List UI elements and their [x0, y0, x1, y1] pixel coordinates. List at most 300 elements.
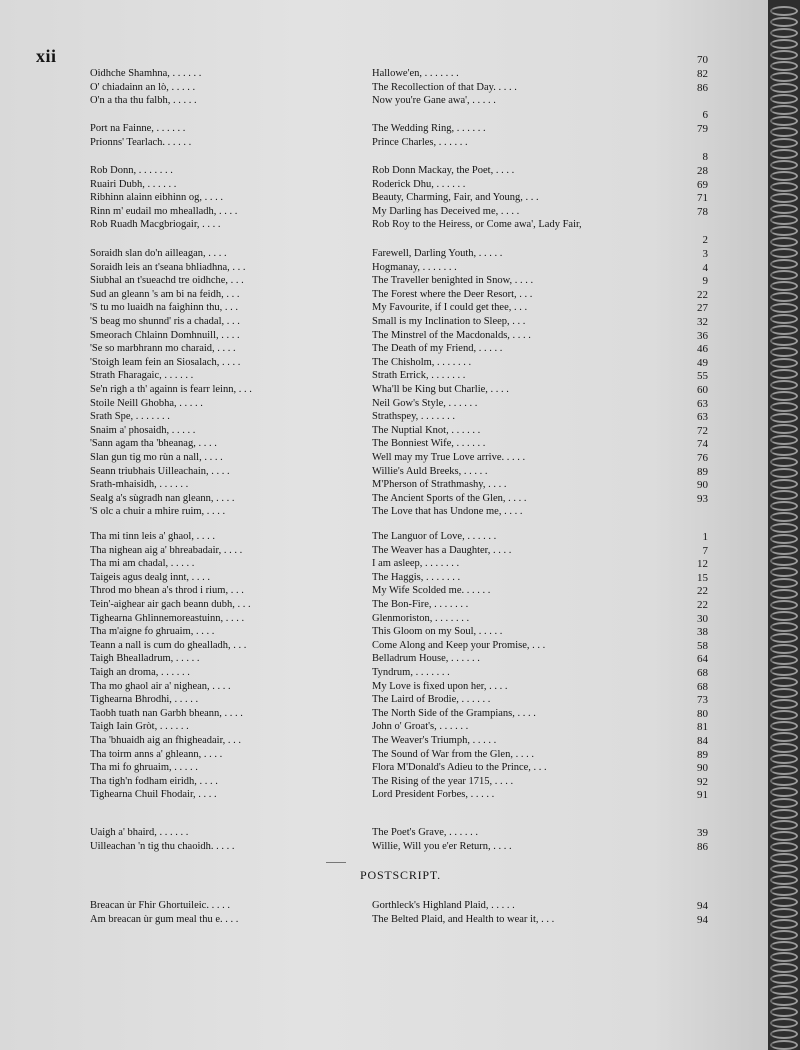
english-title: Flora M'Donald's Adieu to the Prince, . . . — [372, 762, 547, 774]
index-entry-row — [0, 122, 768, 136]
page-number: 7 — [702, 544, 708, 557]
english-title: Rob Donn Mackay, the Poet, . . . . — [372, 165, 515, 176]
gaelic-title: Tha nighean aig a' bhreabadair, . . . . — [90, 544, 243, 556]
spiral-coil — [770, 182, 798, 192]
english-title: Prince Charles, . . . . . . — [372, 136, 468, 148]
spiral-coil — [770, 534, 798, 544]
page-number: 86 — [697, 840, 708, 853]
page-number: 4 — [702, 261, 708, 274]
english-title: The Haggis, . . . . . . . — [372, 571, 461, 583]
page-number: 70 — [697, 54, 708, 66]
page-number: 2 — [702, 234, 708, 246]
gaelic-title: Tha toirm anns a' ghleann, . . . . — [90, 748, 223, 760]
english-title: The Poet's Grave, . . . . . . — [372, 827, 478, 838]
index-entry-row — [0, 666, 768, 680]
gaelic-title: Uaigh a' bhaird, . . . . . . — [90, 827, 189, 838]
gaelic-title: Port na Fainne, . . . . . . — [90, 123, 186, 134]
spiral-coil — [770, 83, 798, 93]
spiral-coil — [770, 149, 798, 159]
spiral-coil — [770, 820, 798, 830]
page-number: 46 — [697, 343, 708, 356]
gaelic-title: 'S beag mo shunnd' ris a chadal, . . . — [90, 316, 240, 327]
index-entry-row — [0, 437, 768, 451]
page-number: 72 — [697, 424, 708, 437]
page-number: 8 — [702, 151, 708, 163]
spiral-coil — [770, 886, 798, 896]
spiral-coil — [770, 237, 798, 247]
english-title: Well may my True Love arrive. . . . . — [372, 452, 526, 463]
gaelic-title: Tha mi am chadal, . . . . . — [90, 558, 195, 570]
spiral-coil — [770, 842, 798, 852]
index-entry-row — [0, 451, 768, 465]
english-title: Willie's Auld Breeks, . . . . . — [372, 465, 488, 477]
page-number: 80 — [697, 707, 708, 720]
gaelic-title: Slan gun tig mo rùn a nall, . . . . — [90, 452, 223, 463]
spiral-coil — [770, 402, 798, 412]
spiral-coil — [770, 171, 798, 181]
gaelic-title: Tha mo ghaol air a' nighean, . . . . — [90, 680, 231, 692]
english-title: Strath Errick, . . . . . . . — [372, 370, 466, 382]
english-title: The Minstrel of the Macdonalds, . . . . — [372, 329, 531, 341]
index-entry-row — [0, 693, 768, 707]
page-number: 28 — [697, 165, 708, 177]
page-folio: xii — [36, 46, 57, 66]
index-entry-row — [0, 274, 768, 288]
index-entry-row — [0, 612, 768, 626]
spiral-coil — [770, 677, 798, 687]
english-title: The Weaver's Triumph, . . . . . — [372, 735, 497, 746]
spiral-coil — [770, 6, 798, 16]
english-title: The Rising of the year 1715, . . . . — [372, 775, 514, 787]
index-entry-row — [0, 492, 768, 506]
page-number: 58 — [697, 639, 708, 652]
spiral-coil — [770, 116, 798, 126]
gaelic-title: Tha 'bhuaidh aig an fhigheadair, . . . — [90, 735, 242, 746]
page-number: 71 — [697, 192, 708, 205]
page-number: 84 — [697, 735, 708, 747]
index-entry-row — [0, 397, 768, 411]
english-title: Hallowe'en, . . . . . . . — [372, 68, 459, 79]
english-title: Farewell, Darling Youth, . . . . . — [372, 248, 503, 259]
gaelic-title: Se'n righ a th' againn is fearr leinn, . . . — [90, 384, 252, 395]
spiral-coil — [770, 127, 798, 137]
english-title: John o' Groat's, . . . . . . — [372, 721, 469, 733]
index-entry-row — [0, 478, 768, 492]
spiral-coil — [770, 600, 798, 610]
gaelic-title: Tha mi fo ghruaim, . . . . . — [90, 762, 198, 774]
index-entry-row — [0, 465, 768, 479]
spiral-coil — [770, 809, 798, 819]
lead-page-number-row — [0, 233, 768, 247]
page-number: 68 — [697, 680, 708, 693]
english-title: Belladrum House, . . . . . . — [372, 653, 480, 665]
spiral-coil — [770, 479, 798, 489]
spiral-coil — [770, 17, 798, 27]
index-entry-row — [0, 205, 768, 219]
gaelic-title: Tha mi tinn leis a' ghaol, . . . . — [90, 531, 215, 542]
page-number: 94 — [697, 900, 708, 912]
spiral-coil — [770, 897, 798, 907]
spiral-coil — [770, 666, 798, 676]
page-number: 39 — [697, 827, 708, 839]
index-entry-row — [0, 584, 768, 598]
english-title: The Belted Plaid, and Health to wear it, . . . — [372, 913, 555, 925]
index-entry-row — [0, 67, 768, 81]
gaelic-title: O'n a tha thu falbh, . . . . . — [90, 95, 197, 107]
gaelic-title: Seann triubhais Uilleachain, . . . . — [90, 465, 230, 477]
english-title: The North Side of the Grampians, . . . . — [372, 707, 536, 719]
spiral-coil — [770, 1018, 798, 1028]
index-entry-row — [0, 840, 768, 854]
spiral-coil — [770, 160, 798, 170]
index-entry-row — [0, 178, 768, 192]
spiral-coil — [770, 644, 798, 654]
index-entry-row — [0, 761, 768, 775]
index-entry-row — [0, 571, 768, 585]
spiral-coil — [770, 919, 798, 929]
spiral-coil — [770, 545, 798, 555]
index-entry-row — [0, 913, 768, 927]
spiral-coil — [770, 930, 798, 940]
index-entry-row — [0, 899, 768, 913]
spiral-coil — [770, 611, 798, 621]
postscript-heading: POSTSCRIPT. — [360, 868, 441, 882]
spiral-coil — [770, 622, 798, 632]
index-entry-row — [0, 191, 768, 205]
page-number: 12 — [697, 558, 708, 571]
page-number: 82 — [697, 68, 708, 80]
spiral-coil — [770, 446, 798, 456]
index-entry-row — [0, 315, 768, 329]
english-title: The Forest where the Deer Resort, . . . — [372, 288, 533, 300]
spiral-coil — [770, 853, 798, 863]
index-entry-row — [0, 288, 768, 302]
page-number: 79 — [697, 123, 708, 135]
index-entry-row — [0, 557, 768, 571]
index-entry-row — [0, 720, 768, 734]
spiral-coil — [770, 512, 798, 522]
spiral-coil — [770, 985, 798, 995]
page-number: 89 — [697, 748, 708, 761]
english-title: The Weaver has a Daughter, . . . . — [372, 544, 512, 556]
spiral-coil — [770, 292, 798, 302]
lead-page-number-row — [0, 108, 768, 122]
spiral-coil — [770, 105, 798, 115]
spiral-coil — [770, 336, 798, 346]
spiral-coil — [770, 941, 798, 951]
gaelic-title: Am breacan ùr gum meal thu e. . . . — [90, 913, 239, 925]
page-number: 73 — [697, 694, 708, 707]
gaelic-title: Tha m'aigne fo ghruaim, . . . . — [90, 626, 215, 638]
spiral-coil — [770, 589, 798, 599]
index-entry-row — [0, 625, 768, 639]
spiral-coil — [770, 347, 798, 357]
lead-page-number-row — [0, 53, 768, 67]
gaelic-title: Tha tigh'n fodham eiridh, . . . . — [90, 775, 218, 787]
english-title: M'Pherson of Strathmashy, . . . . — [372, 479, 507, 491]
page-number: 6 — [702, 109, 708, 121]
spiral-binding — [768, 0, 800, 1050]
page-number: 9 — [702, 275, 708, 288]
spiral-coil — [770, 963, 798, 973]
spiral-coil — [770, 864, 798, 874]
spiral-coil — [770, 765, 798, 775]
spiral-coil — [770, 974, 798, 984]
page-number: 55 — [697, 370, 708, 383]
english-title: The Traveller benighted in Snow, . . . . — [372, 275, 534, 287]
index-entry-row — [0, 369, 768, 383]
english-title: The Love that has Undone me, . . . . — [372, 506, 523, 518]
spiral-coil — [770, 952, 798, 962]
index-entry-row — [0, 598, 768, 612]
english-title: Now you're Gane awa', . . . . . — [372, 95, 496, 107]
index-entry-row — [0, 544, 768, 558]
index-entry-row — [0, 356, 768, 370]
gaelic-title: Ribhinn alainn eibhinn og, . . . . — [90, 192, 223, 204]
spiral-coil — [770, 875, 798, 885]
gaelic-title: Strath Fharagaic, . . . . . . — [90, 370, 194, 382]
english-title: The Ancient Sports of the Glen, . . . . — [372, 492, 527, 504]
lead-page-number-row — [0, 150, 768, 164]
page-number: 74 — [697, 438, 708, 451]
spiral-coil — [770, 699, 798, 709]
index-entry-row — [0, 680, 768, 694]
gaelic-title: Sealg a's sùgradh nan gleann, . . . . — [90, 492, 235, 504]
spiral-coil — [770, 193, 798, 203]
page-number: 60 — [697, 384, 708, 396]
spiral-coil — [770, 743, 798, 753]
page-number: 38 — [697, 626, 708, 639]
index-entry-row — [0, 707, 768, 721]
spiral-coil — [770, 754, 798, 764]
spiral-coil — [770, 270, 798, 280]
spiral-coil — [770, 94, 798, 104]
spiral-coil — [770, 61, 798, 71]
index-entry-row — [0, 81, 768, 95]
gaelic-title: Teann a nall is cum do ghealladh, . . . — [90, 639, 247, 651]
gaelic-title: 'Se so marbhrann mo charaid, . . . . — [90, 343, 236, 355]
spiral-coil — [770, 369, 798, 379]
gaelic-title: Rinn m' eudail mo mhealladh, . . . . — [90, 205, 238, 217]
english-title: Gorthleck's Highland Plaid, . . . . . — [372, 900, 515, 911]
gaelic-title: Taigeis agus dealg innt, . . . . — [90, 571, 210, 583]
page-number: 49 — [697, 356, 708, 369]
page-number: 1 — [702, 531, 708, 543]
english-title: Rob Roy to the Heiress, or Come awa', Lady Fair, — [372, 219, 582, 231]
gaelic-title: O' chiadainn an lò, . . . . . — [90, 81, 196, 93]
spiral-coil — [770, 259, 798, 269]
index-entry-row — [0, 788, 768, 802]
index-entry-row — [0, 530, 768, 544]
index-entry-row — [0, 734, 768, 748]
english-title: Small is my Inclination to Sleep, . . . — [372, 316, 526, 327]
gaelic-title: Breacan ùr Fhir Ghortuileic. . . . . — [90, 900, 230, 911]
page-number: 22 — [697, 599, 708, 611]
gaelic-title: 'S tu mo luaidh na faighinn thu, . . . — [90, 302, 239, 314]
spiral-coil — [770, 435, 798, 445]
english-title: Glenmoriston, . . . . . . . — [372, 612, 470, 624]
gaelic-title: Soraidh slan do'n ailleagan, . . . . — [90, 248, 227, 259]
english-title: The Recollection of that Day. . . . . — [372, 81, 517, 93]
index-entry-row — [0, 424, 768, 438]
english-title: The Chisholm, . . . . . . . — [372, 356, 472, 368]
spiral-coil — [770, 710, 798, 720]
english-title: The Nuptial Knot, . . . . . . — [372, 424, 481, 436]
index-entry-row — [0, 505, 768, 519]
gaelic-title: Tein'-aighear air gach beann dubh, . . . — [90, 599, 251, 610]
index-entry-row — [0, 136, 768, 150]
page-number: 27 — [697, 302, 708, 315]
page-number: 92 — [697, 775, 708, 788]
gaelic-title: Throd mo bhean a's throd i rium, . . . — [90, 585, 244, 597]
index-entry-row — [0, 775, 768, 789]
page-number: 36 — [697, 329, 708, 342]
page-number: 76 — [697, 452, 708, 464]
gaelic-title: Tighearna Chuil Fhodair, . . . . — [90, 789, 217, 801]
english-title: The Languor of Love, . . . . . . — [372, 531, 497, 542]
spiral-coil — [770, 226, 798, 236]
spiral-coil — [770, 1040, 798, 1050]
gaelic-title: 'Stoigh leam fein an Siosalach, . . . . — [90, 356, 241, 368]
gaelic-title: Prionns' Tearlach. . . . . . — [90, 136, 192, 148]
spiral-coil — [770, 523, 798, 533]
spiral-coil — [770, 556, 798, 566]
english-title: The Sound of War from the Glen, . . . . — [372, 748, 534, 760]
spiral-coil — [770, 204, 798, 214]
spiral-coil — [770, 39, 798, 49]
gaelic-title: Tighearna Ghlinnemoreastuinn, . . . . — [90, 612, 245, 624]
english-title: The Wedding Ring, . . . . . . — [372, 123, 486, 134]
page-number: 30 — [697, 612, 708, 625]
index-entry-row — [0, 247, 768, 261]
gaelic-title: Smeorach Chlainn Domhnuill, . . . . — [90, 329, 240, 341]
index-entry-row — [0, 383, 768, 397]
spiral-coil — [770, 1007, 798, 1017]
spiral-coil — [770, 413, 798, 423]
english-title: Willie, Will you e'er Return, . . . . — [372, 840, 512, 852]
spiral-coil — [770, 248, 798, 258]
page-number: 63 — [697, 397, 708, 410]
page-number: 22 — [697, 585, 708, 598]
index-entry-row — [0, 301, 768, 315]
spiral-coil — [770, 798, 798, 808]
english-title: I am asleep, . . . . . . . — [372, 558, 460, 570]
gaelic-title: Tighearna Bhrodhi, . . . . . — [90, 694, 199, 706]
index-entry-row — [0, 261, 768, 275]
english-title: The Bonniest Wife, . . . . . . — [372, 438, 486, 450]
spiral-coil — [770, 776, 798, 786]
spiral-coil — [770, 831, 798, 841]
english-title: Lord President Forbes, . . . . . — [372, 789, 495, 801]
gaelic-title: Srath-mhaisidh, . . . . . . — [90, 479, 189, 491]
index-entry-row — [0, 164, 768, 178]
spiral-coil — [770, 380, 798, 390]
spiral-coil — [770, 391, 798, 401]
index-entry-row — [0, 652, 768, 666]
index-entry-row — [0, 748, 768, 762]
spiral-coil — [770, 72, 798, 82]
english-title: My Darling has Deceived me, . . . . — [372, 205, 520, 217]
page-number: 90 — [697, 479, 708, 492]
gaelic-title: Taigh Iain Gròt, . . . . . . — [90, 721, 189, 733]
page-number: 69 — [697, 178, 708, 191]
gaelic-title: Sud an gleann 's am bi na feidh, . . . — [90, 288, 240, 300]
english-title: The Laird of Brodie, . . . . . . — [372, 694, 491, 706]
english-title: Beauty, Charming, Fair, and Young, . . . — [372, 192, 539, 204]
english-title: Strathspey, . . . . . . . — [372, 411, 456, 423]
page-number: 78 — [697, 205, 708, 218]
spiral-coil — [770, 633, 798, 643]
page-number: 63 — [697, 411, 708, 424]
page-number: 3 — [702, 248, 708, 260]
page-number: 22 — [697, 288, 708, 301]
spiral-coil — [770, 732, 798, 742]
page-number: 81 — [697, 721, 708, 734]
gaelic-title: Taigh an droma, . . . . . . — [90, 667, 190, 678]
page-number: 15 — [697, 571, 708, 584]
gaelic-title: Ruairi Dubh, . . . . . . — [90, 178, 177, 190]
spiral-coil — [770, 314, 798, 324]
gaelic-title: Stoile Neill Ghobha, . . . . . — [90, 397, 203, 409]
page-number: 86 — [697, 81, 708, 94]
gaelic-title: Taigh Bhealladrum, . . . . . — [90, 653, 200, 665]
spiral-coil — [770, 457, 798, 467]
page-number: 94 — [697, 913, 708, 926]
spiral-coil — [770, 28, 798, 38]
spiral-coil — [770, 468, 798, 478]
spiral-coil — [770, 50, 798, 60]
gaelic-title: 'Sann agam tha 'bheanag, . . . . — [90, 438, 217, 450]
spiral-coil — [770, 908, 798, 918]
english-title: My Wife Scolded me. . . . . . — [372, 585, 491, 597]
english-title: Neil Gow's Style, . . . . . . — [372, 397, 478, 409]
gaelic-title: Rob Donn, . . . . . . . — [90, 165, 173, 176]
english-title: My Love is fixed upon her, . . . . — [372, 680, 508, 692]
index-entry-row — [0, 342, 768, 356]
spiral-coil — [770, 490, 798, 500]
page-number: 64 — [697, 653, 708, 666]
gaelic-title: 'S olc a chuir a mhire ruim, . . . . — [90, 506, 226, 518]
english-title: The Death of my Friend, . . . . . — [372, 343, 503, 355]
spiral-coil — [770, 578, 798, 588]
spiral-coil — [770, 215, 798, 225]
spiral-coil — [770, 303, 798, 313]
english-title: Roderick Dhu, . . . . . . — [372, 178, 466, 190]
page-number: 90 — [697, 762, 708, 775]
gaelic-title: Srath Spe, . . . . . . . — [90, 411, 170, 423]
spiral-coil — [770, 1029, 798, 1039]
spiral-coil — [770, 358, 798, 368]
page-number: 32 — [697, 316, 708, 328]
page-number: 89 — [697, 465, 708, 478]
spiral-coil — [770, 138, 798, 148]
print-smudge — [326, 862, 346, 863]
page-number: 93 — [697, 492, 708, 505]
index-entry-row — [0, 329, 768, 343]
gaelic-title: Snaim a' phosaidh, . . . . . — [90, 424, 196, 436]
spiral-coil — [770, 655, 798, 665]
index-entry-row — [0, 410, 768, 424]
spiral-coil — [770, 787, 798, 797]
page-number: 68 — [697, 667, 708, 679]
english-title: Come Along and Keep your Promise, . . . — [372, 639, 546, 651]
english-title: Hogmanay, . . . . . . . — [372, 261, 457, 273]
english-title: This Gloom on my Soul, . . . . . — [372, 626, 503, 638]
gaelic-title: Rob Ruadh Macgbriogair, . . . . — [90, 219, 221, 231]
spiral-coil — [770, 996, 798, 1006]
english-title: Wha'll be King but Charlie, . . . . — [372, 384, 509, 395]
index-entry-row — [0, 218, 768, 232]
